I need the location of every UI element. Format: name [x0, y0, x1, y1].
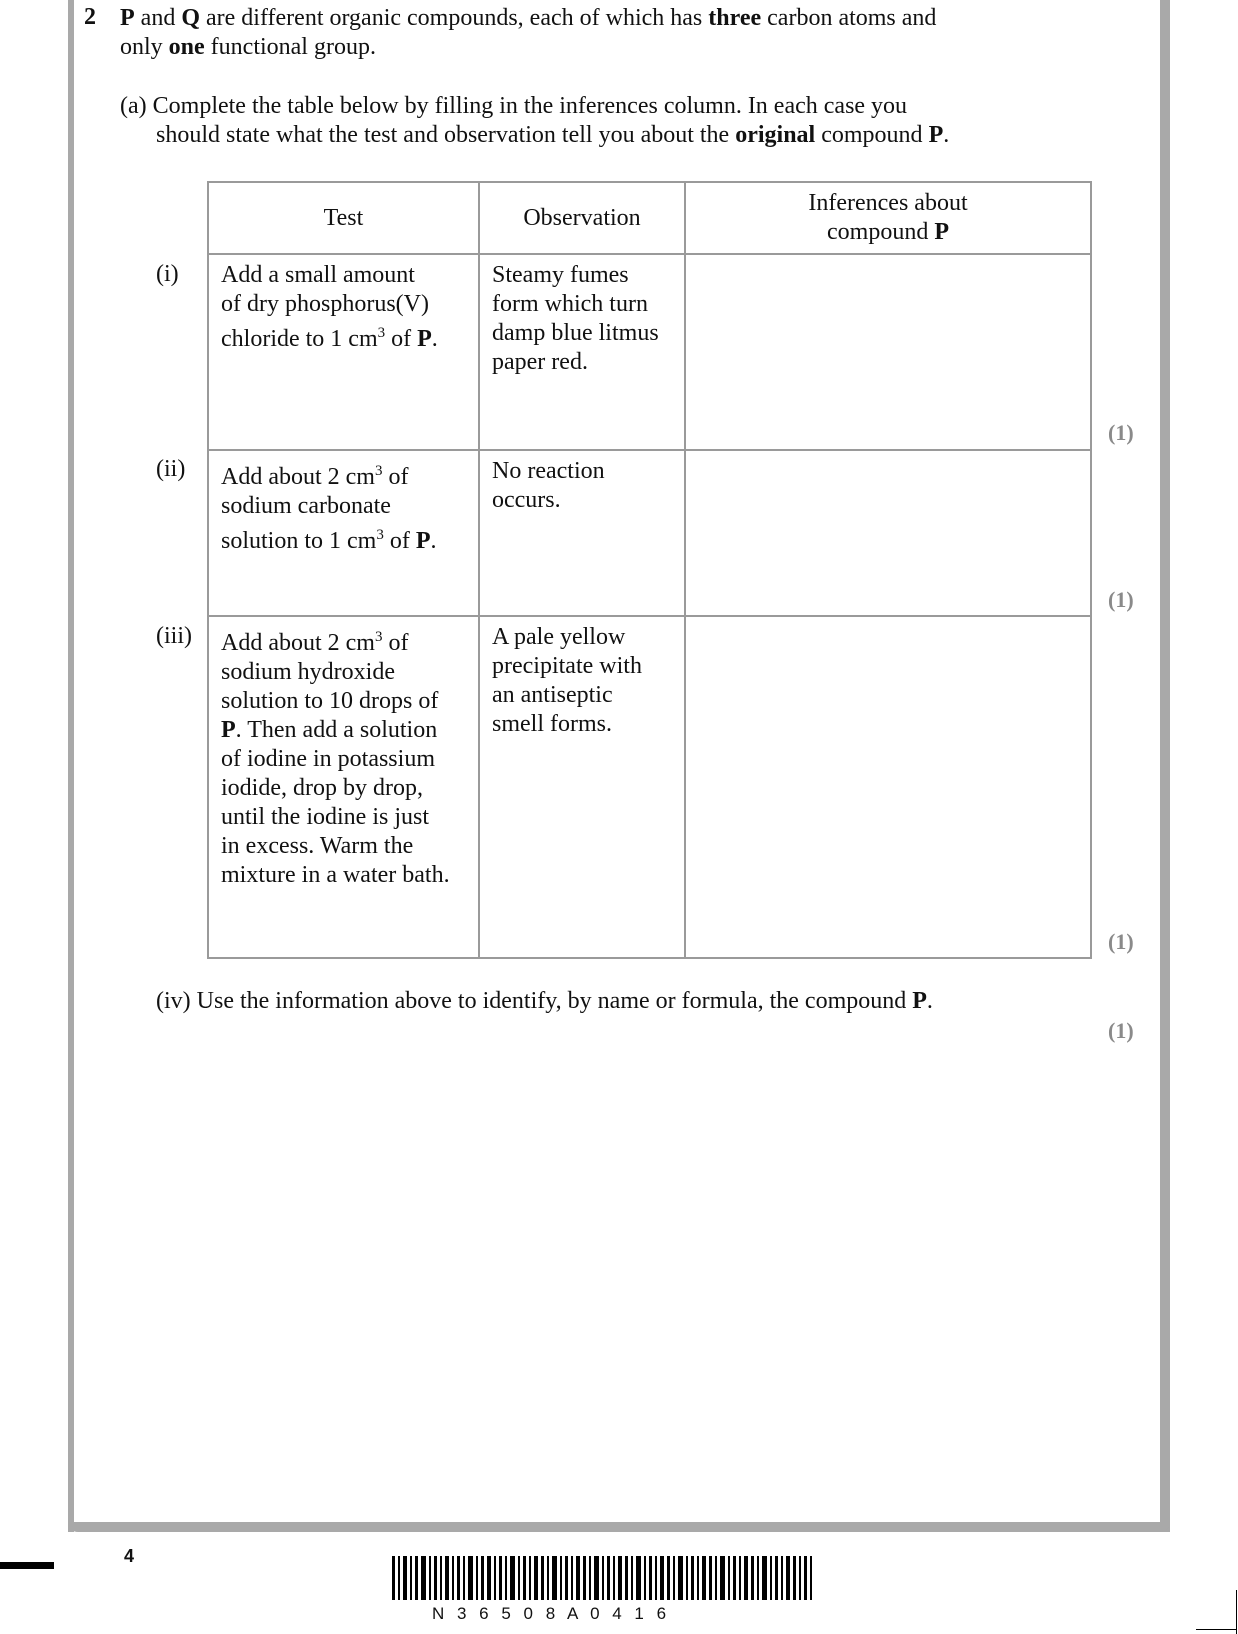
crop-mark — [1236, 1590, 1237, 1634]
crop-mark — [1196, 1629, 1237, 1630]
part-iv-question: (iv) Use the information above to identify, by name or formula, the compound P. — [156, 988, 933, 1014]
table-row — [208, 616, 1091, 958]
test-cell: Add a small amount of dry phosphorus(V) chloride to 1 $cm^3$ of P. — [208, 254, 479, 450]
test-cell: Add about 2 $cm^3$ of sodium carbonate solution to 1 $cm^3$ of P. — [208, 450, 479, 616]
header-inferences: Inferences about compound P — [685, 182, 1091, 254]
row-label-i: (i) — [156, 261, 179, 287]
inference-answer-cell[interactable] — [685, 616, 1091, 958]
table-row — [208, 450, 1091, 616]
observation-cell: A pale yellow precipitate with an antiseptic smell forms. — [479, 616, 685, 958]
results-table — [207, 181, 1092, 959]
observation-cell: Steamy fumes form which turn damp blue litmus paper red. — [479, 254, 685, 450]
barcode-digits: N 3 6 5 0 8 A 0 4 1 6 — [432, 1604, 671, 1623]
table-row — [208, 254, 1091, 450]
page-frame-right — [1160, 0, 1170, 1532]
question-stem: P and Q are different organic compounds, each of which has three carbon atoms and only one functional group. — [120, 5, 937, 60]
mark-iii: (1) — [1108, 929, 1134, 954]
row-label-ii: (ii) — [156, 456, 186, 482]
mark-i: (1) — [1108, 420, 1134, 445]
header-test: Test — [208, 182, 479, 254]
observation-cell: No reaction occurs. — [479, 450, 685, 616]
mark-iv: (1) — [1108, 1018, 1134, 1043]
inference-answer-cell[interactable] — [685, 450, 1091, 616]
part-a-instructions: (a) Complete the table below by filling in the inferences column. In each case you should state what the test and observation tell you about the original compound P. — [120, 93, 950, 148]
barcode-image — [392, 1556, 842, 1604]
row-label-iii: (iii) — [156, 623, 192, 649]
page-frame-left — [68, 0, 74, 1532]
mark-ii: (1) — [1108, 587, 1134, 612]
table-header-row — [208, 182, 1091, 254]
test-cell: Add about 2 $cm^3$ of sodium hydroxide solution to 10 drops of P. Then add a solution of iodine in potassium iodide, drop by drop, until the iodine is just in excess. Warm the mixture in a water bath. — [208, 616, 479, 958]
question-number: 2 — [84, 4, 96, 30]
page-number: 4 — [124, 1546, 135, 1566]
page-frame-bottom — [68, 1522, 1170, 1532]
inference-answer-cell[interactable] — [685, 254, 1091, 450]
header-observation: Observation — [479, 182, 685, 254]
margin-bar — [0, 1562, 54, 1569]
